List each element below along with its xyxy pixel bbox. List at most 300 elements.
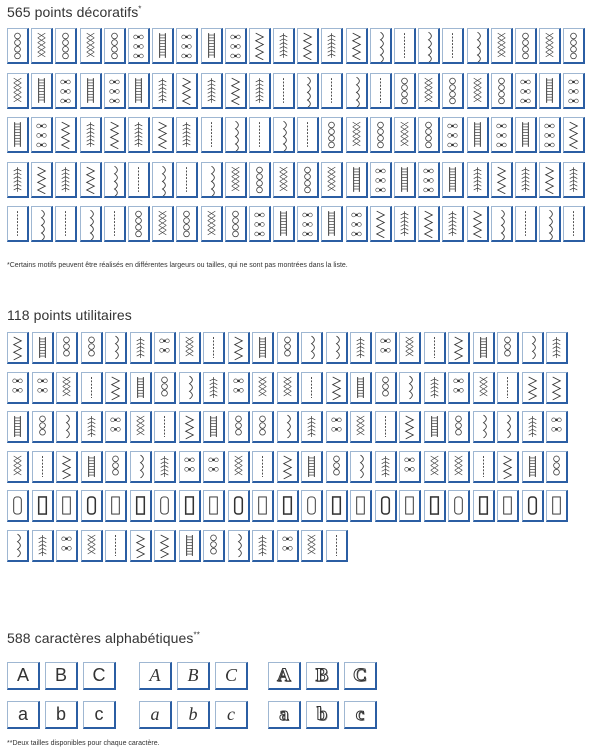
decorative-stitch-tile — [55, 117, 77, 153]
decorative-stitch-tile — [273, 162, 295, 198]
utility-stitch-tile — [448, 332, 470, 364]
decorative-stitch-tile — [201, 117, 223, 153]
decorative-stitch-tile — [491, 117, 513, 153]
utility-stitch-tile — [301, 332, 323, 364]
decorative-stitch-tile — [55, 206, 77, 242]
utility-stitch-tile — [277, 372, 299, 404]
decorative-stitch-tile — [104, 28, 126, 64]
decorative-stitch-tile — [467, 206, 489, 242]
decorative-stitch-tile — [297, 162, 319, 198]
decorative-stitch-tile — [7, 73, 29, 109]
utility-stitch-tile — [81, 411, 103, 443]
utility-stitch-tile — [105, 332, 127, 364]
decorative-stitch-tile — [176, 28, 198, 64]
utility-stitch-tile — [448, 451, 470, 483]
decorative-stitch-tile — [104, 73, 126, 109]
utility-stitch-tile — [326, 490, 348, 522]
utility-stitch-tile — [473, 332, 495, 364]
utility-stitch-tile — [81, 530, 103, 562]
utility-stitch-tile — [448, 490, 470, 522]
decorative-stitch-tile — [152, 28, 174, 64]
alphabet-character: C — [224, 665, 237, 685]
alphabet-block-lower-tile — [83, 701, 116, 729]
decorative-stitch-tile — [55, 162, 77, 198]
decorative-stitch-tile — [31, 117, 53, 153]
decorative-stitch-tile — [515, 206, 537, 242]
decorative-stitch-tile — [539, 117, 561, 153]
decorative-stitch-tile — [225, 117, 247, 153]
utility-stitch-tile — [399, 490, 421, 522]
utility-title: 118 points utilitaires — [7, 307, 132, 323]
decorative-stitch-tile — [249, 206, 271, 242]
utility-stitch-tile — [7, 411, 29, 443]
utility-stitch-tile — [32, 530, 54, 562]
utility-stitch-tile — [81, 332, 103, 364]
decorative-title: 565 points décoratifs* — [7, 4, 142, 20]
utility-stitch-tile — [179, 332, 201, 364]
utility-stitch-tile — [350, 411, 372, 443]
decorative-stitch-tile — [370, 117, 392, 153]
decorative-stitch-tile — [152, 206, 174, 242]
decorative-row — [7, 117, 588, 162]
alphabet-character: C — [92, 665, 106, 685]
utility-stitch-tile — [546, 451, 568, 483]
alphabet-block-upper-tile — [45, 662, 78, 690]
decorative-stitch-tile — [55, 73, 77, 109]
alphabet-character: b — [55, 704, 66, 724]
utility-stitch-tile — [56, 451, 78, 483]
utility-stitch-tile — [105, 530, 127, 562]
decorative-stitch-tile — [225, 162, 247, 198]
decorative-stitch-tile — [225, 28, 247, 64]
utility-stitch-tile — [252, 332, 274, 364]
decorative-stitch-tile — [321, 73, 343, 109]
decorative-stitch-tile — [176, 162, 198, 198]
decorative-stitch-tile — [128, 28, 150, 64]
utility-stitch-tile — [399, 411, 421, 443]
utility-stitch-tile — [154, 411, 176, 443]
alphabet-character: A — [149, 665, 161, 685]
utility-stitch-tile — [522, 451, 544, 483]
decorative-stitch-tile — [515, 117, 537, 153]
decorative-stitch-tile — [321, 28, 343, 64]
decorative-stitch-tile — [297, 117, 319, 153]
decorative-stitch-tile — [225, 206, 247, 242]
decorative-stitch-tile — [418, 162, 440, 198]
decorative-stitch-tile — [152, 73, 174, 109]
decorative-stitch-tile — [346, 206, 368, 242]
utility-stitch-tile — [228, 332, 250, 364]
decorative-stitch-tile — [128, 73, 150, 109]
utility-stitch-tile — [473, 372, 495, 404]
decorative-stitch-tile — [80, 206, 102, 242]
utility-stitch-tile — [154, 490, 176, 522]
utility-stitch-tile — [228, 490, 250, 522]
decorative-stitch-tile — [273, 73, 295, 109]
utility-stitch-tile — [154, 451, 176, 483]
utility-stitch-tile — [130, 372, 152, 404]
decorative-stitch-tile — [249, 73, 271, 109]
utility-stitch-tile — [399, 372, 421, 404]
utility-stitch-tile — [277, 451, 299, 483]
utility-stitch-tile — [301, 372, 323, 404]
utility-stitch-tile — [399, 451, 421, 483]
utility-stitch-tile — [473, 411, 495, 443]
decorative-stitch-tile — [321, 206, 343, 242]
alphabet-outline-upper-tile — [344, 662, 377, 690]
decorative-stitch-tile — [442, 117, 464, 153]
decorative-stitch-tile — [80, 117, 102, 153]
utility-stitch-tile — [130, 530, 152, 562]
utility-stitch-tile — [105, 372, 127, 404]
decorative-stitch-tile — [201, 206, 223, 242]
alphabet-block-lower-tile — [45, 701, 78, 729]
alphabet-character: A — [277, 664, 291, 686]
utility-stitch-tile — [546, 490, 568, 522]
utility-stitch-tile — [154, 332, 176, 364]
utility-stitch-tile — [301, 530, 323, 562]
decorative-stitch-tile — [563, 117, 585, 153]
utility-stitch-tile — [350, 332, 372, 364]
utility-row — [7, 332, 571, 372]
utility-stitch-tile — [301, 411, 323, 443]
decorative-stitch-tile — [467, 28, 489, 64]
utility-stitch-tile — [179, 530, 201, 562]
alphabet-character: c — [94, 704, 104, 724]
decorative-row — [7, 162, 588, 207]
decorative-stitch-tile — [418, 73, 440, 109]
utility-stitch-tile — [301, 451, 323, 483]
decorative-stitch-tile — [394, 162, 416, 198]
decorative-stitch-tile — [297, 73, 319, 109]
utility-stitch-tile — [203, 372, 225, 404]
decorative-stitch-tile — [539, 206, 561, 242]
decorative-stitch-tile — [346, 162, 368, 198]
utility-stitch-tile — [252, 411, 274, 443]
utility-stitch-tile — [179, 411, 201, 443]
decorative-stitch-tile — [80, 162, 102, 198]
utility-stitch-tile — [473, 490, 495, 522]
decorative-stitch-tile — [225, 73, 247, 109]
utility-stitch-grid — [7, 332, 571, 569]
decorative-stitch-tile — [370, 73, 392, 109]
decorative-stitch-tile — [394, 73, 416, 109]
decorative-stitch-tile — [491, 206, 513, 242]
alphabet-character: B — [54, 665, 67, 685]
utility-stitch-tile — [399, 332, 421, 364]
utility-stitch-tile — [424, 490, 446, 522]
utility-stitch-tile — [203, 411, 225, 443]
decorative-stitch-tile — [7, 117, 29, 153]
decorative-stitch-tile — [539, 162, 561, 198]
decorative-stitch-tile — [491, 73, 513, 109]
decorative-stitch-tile — [346, 28, 368, 64]
decorative-stitch-tile — [31, 73, 53, 109]
utility-stitch-tile — [7, 451, 29, 483]
decorative-stitch-tile — [442, 73, 464, 109]
decorative-stitch-tile — [539, 73, 561, 109]
utility-stitch-tile — [56, 490, 78, 522]
utility-stitch-tile — [448, 411, 470, 443]
utility-stitch-tile — [326, 451, 348, 483]
utility-stitch-tile — [277, 490, 299, 522]
utility-stitch-tile — [203, 490, 225, 522]
utility-stitch-tile — [326, 530, 348, 562]
decorative-stitch-tile — [539, 28, 561, 64]
decorative-stitch-tile — [467, 117, 489, 153]
decorative-stitch-tile — [563, 206, 585, 242]
utility-stitch-tile — [81, 490, 103, 522]
utility-stitch-tile — [326, 372, 348, 404]
utility-stitch-tile — [277, 411, 299, 443]
utility-stitch-tile — [203, 530, 225, 562]
decorative-stitch-tile — [346, 73, 368, 109]
utility-stitch-tile — [56, 332, 78, 364]
decorative-stitch-tile — [273, 206, 295, 242]
decorative-stitch-tile — [104, 206, 126, 242]
decorative-stitch-tile — [128, 206, 150, 242]
alphabet-script-lower-tile — [139, 701, 172, 729]
decorative-stitch-tile — [563, 73, 585, 109]
alphabet-character: A — [16, 665, 29, 685]
utility-stitch-tile — [497, 332, 519, 364]
utility-stitch-tile — [301, 490, 323, 522]
decorative-stitch-tile — [249, 28, 271, 64]
utility-stitch-tile — [203, 332, 225, 364]
utility-stitch-tile — [277, 332, 299, 364]
decorative-stitch-tile — [394, 28, 416, 64]
utility-stitch-tile — [350, 372, 372, 404]
decorative-stitch-tile — [515, 28, 537, 64]
decorative-stitch-tile — [128, 162, 150, 198]
decorative-stitch-tile — [442, 162, 464, 198]
decorative-stitch-tile — [104, 162, 126, 198]
utility-stitch-tile — [375, 451, 397, 483]
utility-stitch-tile — [497, 411, 519, 443]
decorative-stitch-tile — [321, 117, 343, 153]
utility-stitch-tile — [203, 451, 225, 483]
alphabet-character: c — [227, 704, 235, 724]
alphabet-character: B — [187, 665, 199, 685]
utility-stitch-tile — [130, 411, 152, 443]
utility-row — [7, 411, 571, 451]
decorative-stitch-tile — [31, 162, 53, 198]
utility-stitch-tile — [546, 332, 568, 364]
alphabet-character: a — [17, 704, 28, 724]
decorative-stitch-tile — [55, 28, 77, 64]
utility-stitch-tile — [326, 332, 348, 364]
utility-stitch-tile — [130, 451, 152, 483]
utility-stitch-tile — [105, 490, 127, 522]
decorative-stitch-tile — [467, 162, 489, 198]
decorative-stitch-tile — [176, 117, 198, 153]
alphabet-character: a — [279, 703, 289, 725]
utility-stitch-tile — [154, 372, 176, 404]
decorative-stitch-tile — [7, 206, 29, 242]
decorative-stitch-tile — [7, 162, 29, 198]
decorative-stitch-tile — [273, 28, 295, 64]
decorative-stitch-tile — [370, 28, 392, 64]
utility-stitch-tile — [179, 372, 201, 404]
utility-stitch-tile — [522, 411, 544, 443]
utility-stitch-tile — [546, 411, 568, 443]
utility-stitch-tile — [424, 411, 446, 443]
utility-stitch-tile — [424, 372, 446, 404]
utility-stitch-tile — [56, 372, 78, 404]
utility-stitch-tile — [375, 332, 397, 364]
decorative-stitch-tile — [128, 117, 150, 153]
decorative-stitch-tile — [467, 73, 489, 109]
decorative-row — [7, 28, 588, 73]
utility-stitch-tile — [522, 490, 544, 522]
alphabet-outline-lower-tile — [344, 701, 377, 729]
utility-stitch-tile — [7, 332, 29, 364]
alphabet-script-lower-tile — [177, 701, 210, 729]
decorative-stitch-tile — [273, 117, 295, 153]
alphabet-character: c — [355, 703, 365, 725]
decorative-stitch-tile — [563, 28, 585, 64]
decorative-stitch-tile — [442, 206, 464, 242]
decorative-stitch-tile — [176, 73, 198, 109]
utility-stitch-tile — [7, 372, 29, 404]
alphabet-character: b — [316, 703, 328, 725]
decorative-stitch-tile — [563, 162, 585, 198]
decorative-stitch-tile — [7, 28, 29, 64]
utility-stitch-tile — [130, 332, 152, 364]
utility-row — [7, 372, 571, 412]
alphabet-outline-upper-tile — [268, 662, 301, 690]
utility-stitch-tile — [350, 490, 372, 522]
utility-row — [7, 530, 571, 570]
utility-stitch-tile — [522, 372, 544, 404]
utility-stitch-tile — [32, 490, 54, 522]
utility-stitch-tile — [375, 490, 397, 522]
alphabet-outline-lower-tile — [306, 701, 339, 729]
decorative-stitch-tile — [152, 162, 174, 198]
utility-stitch-tile — [81, 372, 103, 404]
utility-stitch-tile — [252, 490, 274, 522]
utility-stitch-tile — [252, 530, 274, 562]
decorative-stitch-tile — [104, 117, 126, 153]
utility-stitch-tile — [375, 411, 397, 443]
utility-stitch-tile — [375, 372, 397, 404]
utility-stitch-tile — [252, 372, 274, 404]
decorative-stitch-tile — [515, 162, 537, 198]
utility-stitch-tile — [497, 451, 519, 483]
decorative-stitch-tile — [31, 28, 53, 64]
utility-stitch-tile — [179, 490, 201, 522]
decorative-stitch-tile — [491, 28, 513, 64]
utility-stitch-tile — [277, 530, 299, 562]
utility-stitch-tile — [326, 411, 348, 443]
utility-stitch-tile — [32, 411, 54, 443]
decorative-stitch-tile — [370, 162, 392, 198]
decorative-stitch-tile — [176, 206, 198, 242]
decorative-stitch-tile — [418, 28, 440, 64]
utility-stitch-tile — [228, 451, 250, 483]
utility-stitch-tile — [522, 332, 544, 364]
decorative-stitch-tile — [201, 28, 223, 64]
decorative-stitch-tile — [491, 162, 513, 198]
alphabet-character: b — [188, 704, 198, 724]
utility-stitch-tile — [424, 451, 446, 483]
alphabet-character: C — [353, 664, 367, 686]
decorative-stitch-tile — [201, 162, 223, 198]
utility-stitch-tile — [228, 372, 250, 404]
utility-stitch-tile — [497, 372, 519, 404]
alphabet-outline-lower-tile — [268, 701, 301, 729]
decorative-row — [7, 73, 588, 118]
decorative-stitch-tile — [297, 206, 319, 242]
decorative-stitch-tile — [442, 28, 464, 64]
utility-stitch-tile — [448, 372, 470, 404]
utility-stitch-tile — [32, 451, 54, 483]
alphabet-title: 588 caractères alphabétiques** — [7, 630, 200, 646]
decorative-stitch-tile — [152, 117, 174, 153]
decorative-footnote: *Certains motifs peuvent être réalisés en différentes largeurs ou tailles, qui ne sont pas montrées dans la liste. — [7, 262, 348, 269]
utility-stitch-tile — [154, 530, 176, 562]
utility-stitch-tile — [32, 372, 54, 404]
decorative-stitch-tile — [80, 28, 102, 64]
decorative-stitch-tile — [394, 117, 416, 153]
alphabet-outline-upper-tile — [306, 662, 339, 690]
utility-stitch-tile — [105, 451, 127, 483]
decorative-stitch-tile — [346, 117, 368, 153]
decorative-stitch-tile — [80, 73, 102, 109]
utility-stitch-tile — [105, 411, 127, 443]
alphabet-block-lower-tile — [7, 701, 40, 729]
utility-stitch-tile — [179, 451, 201, 483]
utility-stitch-tile — [32, 332, 54, 364]
utility-stitch-tile — [56, 411, 78, 443]
utility-stitch-tile — [130, 490, 152, 522]
alphabet-script-upper-tile — [177, 662, 210, 690]
utility-stitch-tile — [497, 490, 519, 522]
utility-stitch-tile — [473, 451, 495, 483]
decorative-stitch-tile — [249, 162, 271, 198]
decorative-stitch-tile — [297, 28, 319, 64]
alphabet-script-upper-tile — [139, 662, 172, 690]
utility-stitch-tile — [7, 530, 29, 562]
alphabet-character: a — [150, 704, 160, 724]
decorative-stitch-tile — [515, 73, 537, 109]
alphabet-character: B — [315, 664, 329, 686]
decorative-stitch-tile — [249, 117, 271, 153]
decorative-row — [7, 206, 588, 251]
decorative-stitch-tile — [418, 206, 440, 242]
utility-stitch-tile — [7, 490, 29, 522]
alphabet-script-upper-tile — [215, 662, 248, 690]
utility-stitch-tile — [546, 372, 568, 404]
decorative-stitch-tile — [394, 206, 416, 242]
decorative-stitch-tile — [370, 206, 392, 242]
utility-stitch-tile — [228, 530, 250, 562]
decorative-stitch-tile — [31, 206, 53, 242]
utility-stitch-tile — [424, 332, 446, 364]
decorative-stitch-grid — [7, 28, 588, 251]
utility-row — [7, 490, 571, 530]
alphabet-footnote: **Deux tailles disponibles pour chaque caractère. — [7, 740, 160, 747]
decorative-stitch-tile — [418, 117, 440, 153]
utility-stitch-tile — [81, 451, 103, 483]
utility-stitch-tile — [56, 530, 78, 562]
utility-stitch-tile — [228, 411, 250, 443]
alphabet-block-upper-tile — [7, 662, 40, 690]
alphabet-block-upper-tile — [83, 662, 116, 690]
utility-row — [7, 451, 571, 491]
alphabet-script-lower-tile — [215, 701, 248, 729]
utility-stitch-tile — [252, 451, 274, 483]
